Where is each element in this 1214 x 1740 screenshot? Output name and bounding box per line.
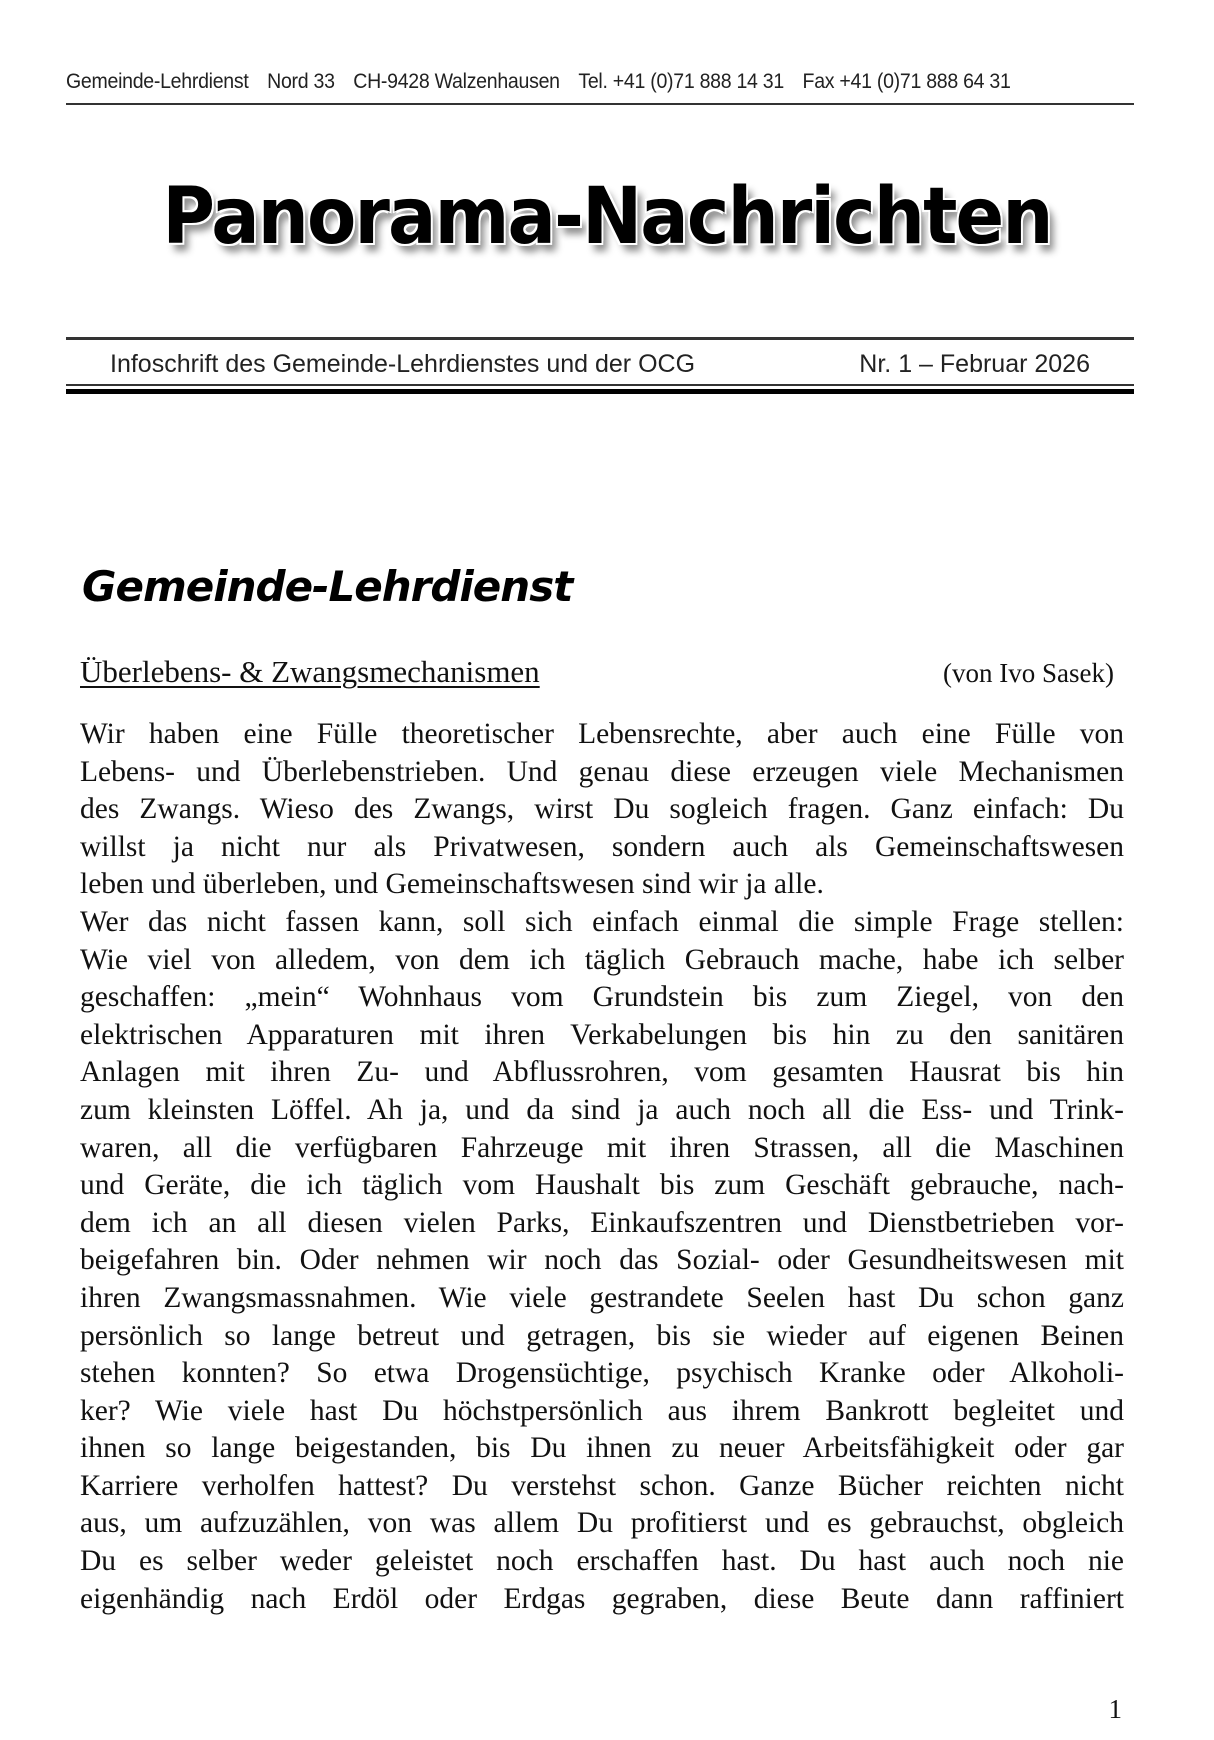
body-line: Lebens- und Überlebenstrieben. Und genau diese erzeugen viele Mechanismen (80, 755, 1124, 788)
body-line: eigenhändig nach Erdöl oder Erdgas gegraben, diese Beute dann raffiniert (80, 1582, 1124, 1615)
body-line: ihren Zwangsmassnahmen. Wie viele gestrandete Seelen hast Du schon ganz (80, 1281, 1124, 1314)
body-line: dem ich an all diesen vielen Parks, Einkaufszentren und Dienstbetrieben vor- (80, 1206, 1124, 1239)
body-line: Wer das nicht fassen kann, soll sich einfach einmal die simple Frage stellen: (80, 905, 1124, 938)
body-line: des Zwangs. Wieso des Zwangs, wirst Du sogleich fragen. Ganz einfach: Du (80, 793, 1124, 826)
body-line: Wie viel von alledem, von dem ich täglich Gebrauch mache, habe ich selber (80, 943, 1124, 976)
article-title: Überlebens- & Zwangsmechanismen (80, 654, 540, 689)
section-heading: Gemeinde-Lehrdienst (82, 562, 573, 611)
page-number: 1 (1108, 1694, 1122, 1724)
contact-fax: Fax +41 (0)71 888 64 31 (802, 70, 1011, 93)
body-line: und Geräte, die ich täglich vom Haushalt bis zum Geschäft gebrauche, nach- (80, 1169, 1124, 1202)
contact-bar (66, 70, 1059, 94)
body-line: aus, um aufzuzählen, von was allem Du profitierst und es gebrauchst, obgleich (80, 1507, 1124, 1540)
subhead (110, 350, 1090, 379)
subhead-bottom-divider-thick (66, 389, 1134, 394)
body-line: Karriere verholfen hattest? Du verstehst schon. Ganze Bücher reichten nicht (80, 1469, 1124, 1502)
contact-org: Gemeinde-Lehrdienst (66, 70, 249, 93)
body-line: persönlich so lange betreut und getragen, bis sie wieder auf eigenen Beinen (80, 1319, 1124, 1352)
subhead-description: Infoschrift des Gemeinde-Lehrdienstes und der OCG (110, 350, 696, 378)
contact-city: CH-9428 Walzenhausen (353, 70, 560, 93)
contact-street: Nord 33 (267, 70, 335, 93)
body-line: ker? Wie viele hast Du höchstpersönlich aus ihrem Bankrott begleitet und (80, 1394, 1124, 1427)
body-line: waren, all die verfügbaren Fahrzeuge mit ihren Strassen, all die Maschinen (80, 1131, 1124, 1164)
masthead-title: Panorama-Nachrichten (162, 172, 1052, 262)
body-line: stehen konnten? So etwa Drogensüchtige, psychisch Kranke oder Alkoholi- (80, 1357, 1124, 1390)
subhead-top-divider (66, 337, 1134, 340)
article-author: (von Ivo Sasek) (943, 658, 1114, 688)
contact-divider (66, 103, 1134, 105)
subhead-bottom-divider-thin (66, 384, 1134, 386)
body-line: willst ja nicht nur als Privatwesen, sondern auch als Gemeinschaftswesen (80, 830, 1124, 863)
body-line: leben und überleben, und Gemeinschaftswesen sind wir ja alle. (80, 868, 824, 901)
body-line: Anlagen mit ihren Zu- und Abflussrohren, vom gesamten Hausrat bis hin (80, 1056, 1124, 1089)
issue-number: Nr. 1 – Februar 2026 (859, 350, 1090, 378)
body-line: beigefahren bin. Oder nehmen wir noch das Sozial- oder Gesundheitswesen mit (80, 1244, 1124, 1277)
body-line: ihnen so lange beigestanden, bis Du ihnen zu neuer Arbeitsfähigkeit oder gar (80, 1432, 1124, 1465)
body-line: geschaffen: „mein“ Wohnhaus vom Grundstein bis zum Ziegel, von den (80, 981, 1124, 1014)
body-line: Du es selber weder geleistet noch erschaffen hast. Du hast auch noch nie (80, 1545, 1124, 1578)
body-line: elektrischen Apparaturen mit ihren Verkabelungen bis hin zu den sanitären (80, 1018, 1124, 1051)
body-line: zum kleinsten Löffel. Ah ja, und da sind ja auch noch all die Ess- und Trink- (80, 1093, 1124, 1126)
article-body (80, 716, 1124, 1618)
body-line: Wir haben eine Fülle theoretischer Lebensrechte, aber auch eine Fülle von (80, 718, 1124, 750)
contact-tel: Tel. +41 (0)71 888 14 31 (578, 70, 784, 93)
